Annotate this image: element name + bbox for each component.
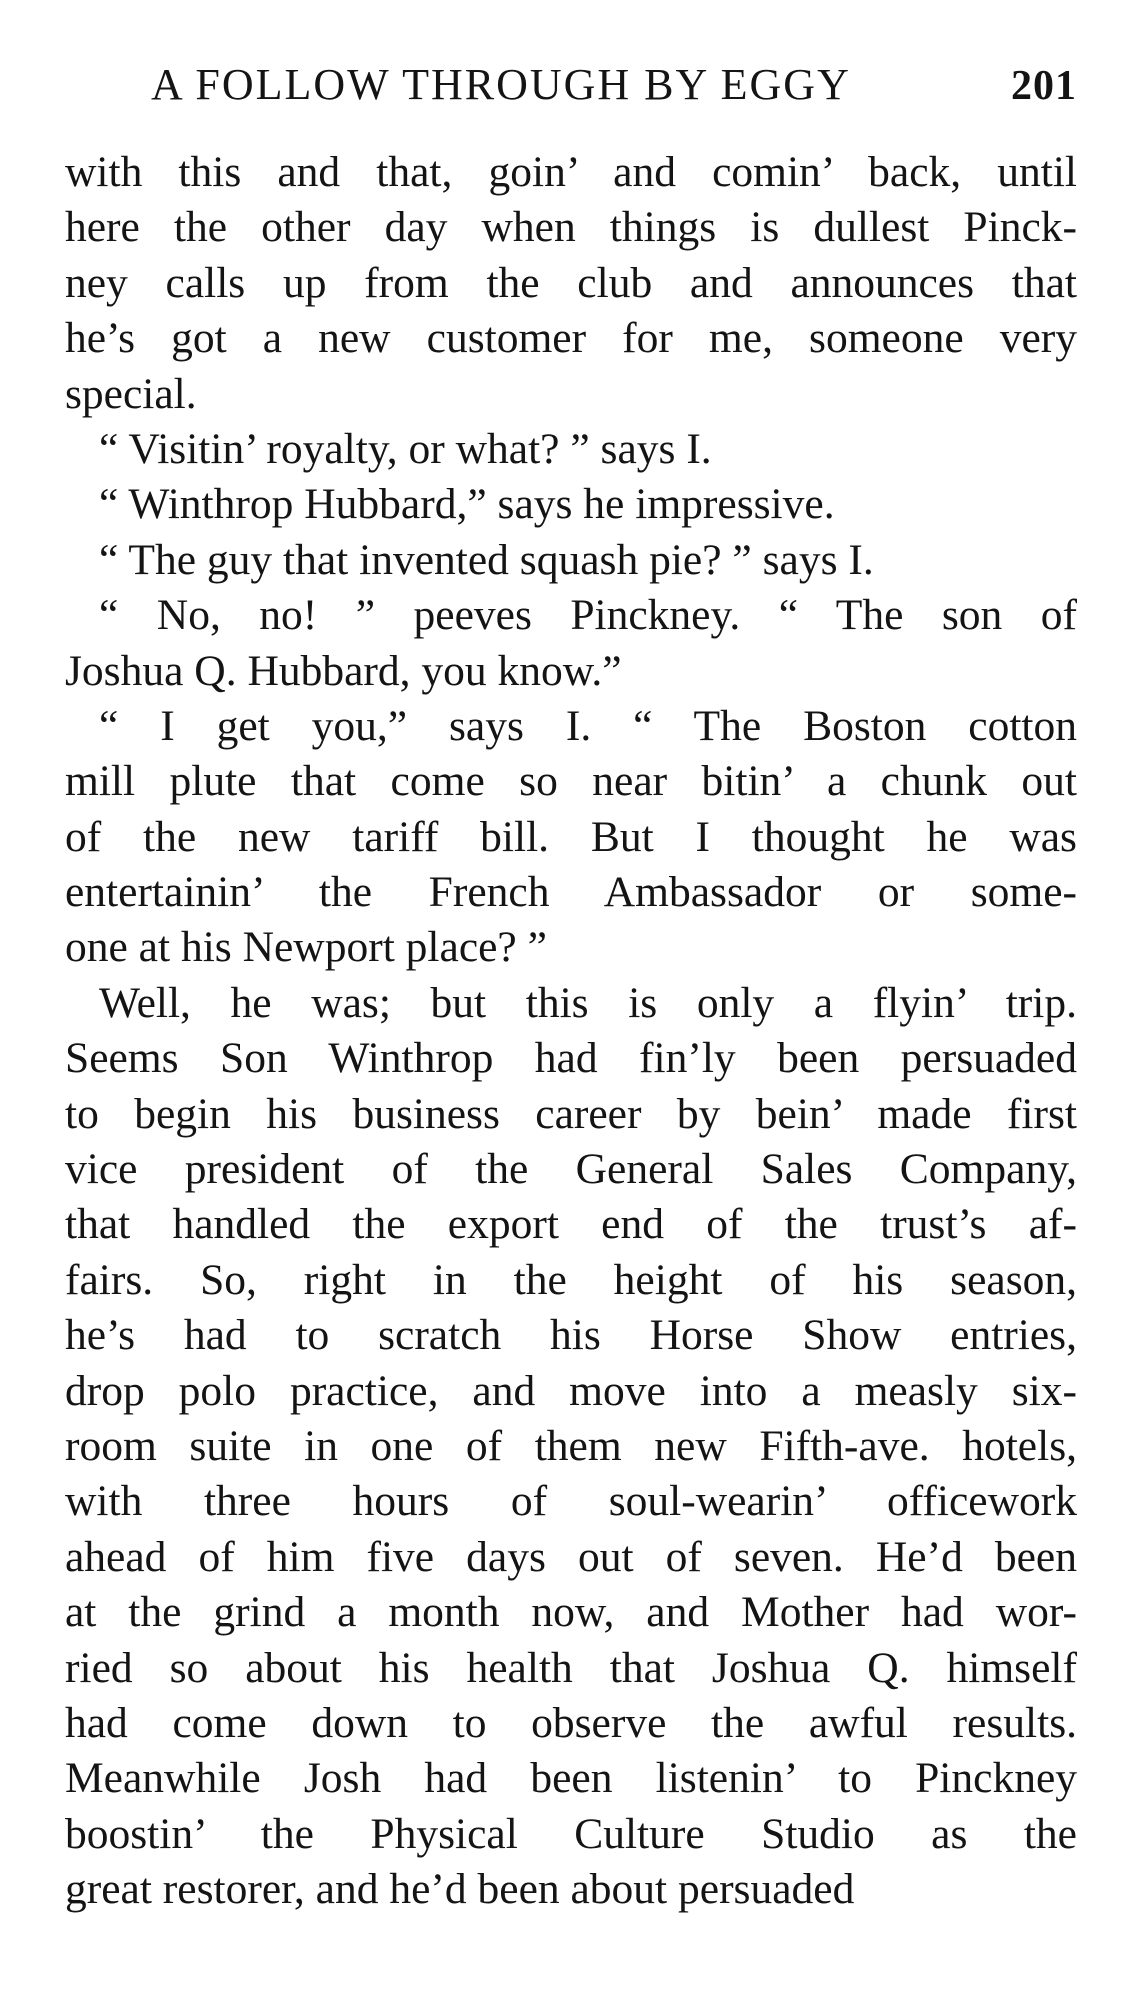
text-line: mill plute that come so near bitin’ a chunk out: [65, 757, 1077, 806]
text-line: Seems Son Winthrop had fin’ly been persuaded: [65, 1034, 1077, 1083]
text-line: special.: [65, 369, 197, 418]
text-line: he’s got a new customer for me, someone very: [65, 314, 1077, 363]
text-line: he’s had to scratch his Horse Show entries,: [65, 1311, 1077, 1360]
book-page: [65, 55, 1077, 1918]
text-line: “ Winthrop Hubbard,” says he impressive.: [99, 480, 835, 529]
text-line: ney calls up from the club and announces that: [65, 258, 1077, 307]
paragraph: [65, 145, 1077, 422]
text-line: vice president of the General Sales Company,: [65, 1145, 1077, 1194]
text-line: Meanwhile Josh had been listenin’ to Pinckney: [65, 1754, 1077, 1803]
text-line: “ The guy that invented squash pie? ” says I.: [99, 535, 874, 584]
text-line: to begin his business career by bein’ made first: [65, 1089, 1077, 1138]
paragraph: [65, 699, 1077, 976]
text-line: great restorer, and he’d been about persuaded: [65, 1865, 855, 1914]
page-number: 201: [1011, 63, 1077, 109]
text-line: had come down to observe the awful results.: [65, 1698, 1077, 1747]
text-line: of the new tariff bill. But I thought he was: [65, 812, 1077, 861]
text-line: with three hours of soul-wearin’ officework: [65, 1477, 1077, 1526]
paragraph: [65, 976, 1077, 1918]
body-text: [65, 145, 1077, 1918]
running-title: A FOLLOW THROUGH BY EGGY: [151, 60, 851, 109]
running-head: [151, 55, 1077, 115]
text-line: one at his Newport place? ”: [65, 923, 547, 972]
text-line: Well, he was; but this is only a flyin’ trip.: [99, 978, 1077, 1027]
text-line: “ No, no! ” peeves Pinckney. “ The son of: [99, 591, 1077, 640]
text-line: that handled the export end of the trust’s af-: [65, 1200, 1077, 1249]
text-line: “ I get you,” says I. “ The Boston cotton: [99, 701, 1077, 750]
text-line: Joshua Q. Hubbard, you know.”: [65, 646, 622, 695]
text-line: drop polo practice, and move into a measly six-: [65, 1366, 1077, 1415]
paragraph: [65, 477, 1077, 532]
text-line: “ Visitin’ royalty, or what? ” says I.: [99, 424, 712, 473]
text-line: entertainin’ the French Ambassador or some-: [65, 868, 1077, 917]
text-line: boostin’ the Physical Culture Studio as the: [65, 1809, 1077, 1858]
text-line: ried so about his health that Joshua Q. himself: [65, 1643, 1077, 1692]
text-line: at the grind a month now, and Mother had wor-: [65, 1588, 1077, 1637]
text-line: here the other day when things is dullest Pinck-: [65, 203, 1077, 252]
text-line: with this and that, goin’ and comin’ back, until: [65, 148, 1077, 196]
paragraph: [65, 533, 1077, 588]
paragraph: [65, 422, 1077, 477]
paragraph: [65, 588, 1077, 699]
text-line: fairs. So, right in the height of his season,: [65, 1255, 1077, 1304]
text-line: room suite in one of them new Fifth-ave. hotels,: [65, 1421, 1077, 1470]
text-line: ahead of him five days out of seven. He’d been: [65, 1532, 1077, 1581]
